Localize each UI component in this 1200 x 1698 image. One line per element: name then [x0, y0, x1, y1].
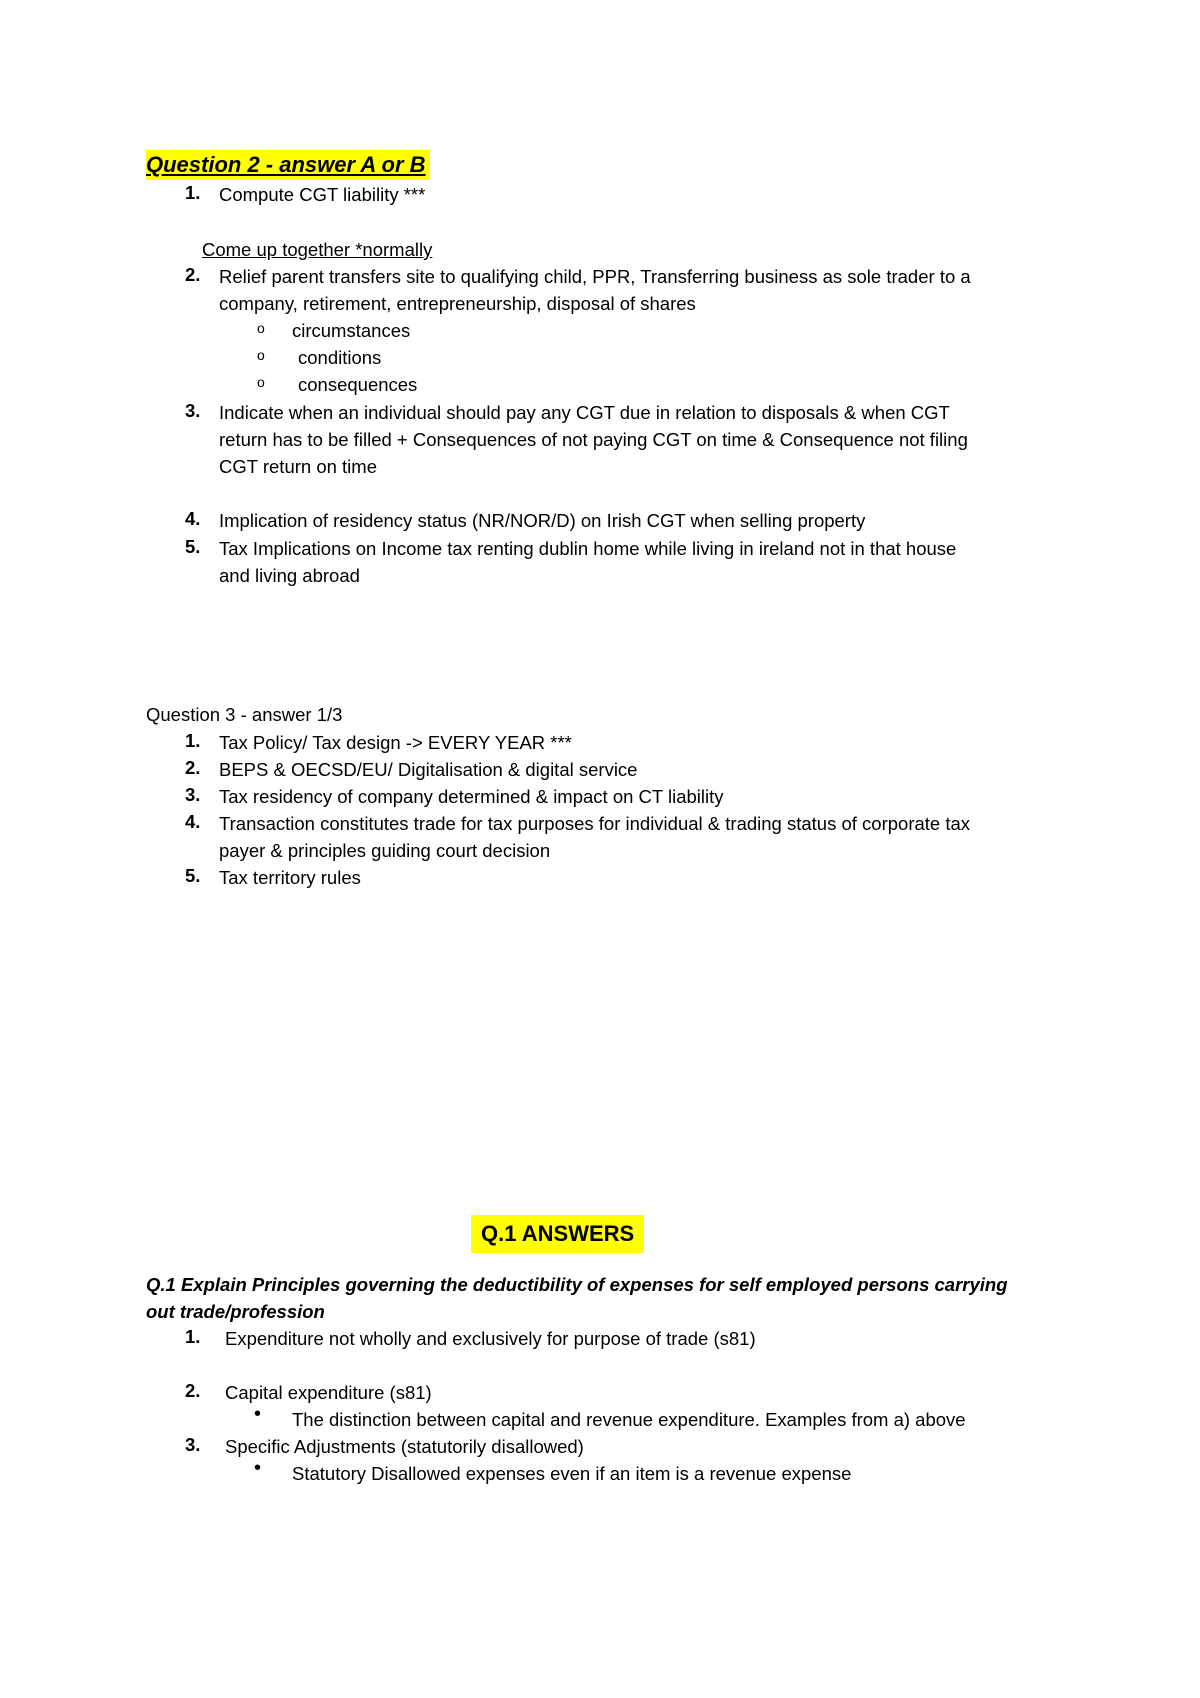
list-item: Tax territory rules: [219, 867, 361, 888]
question-2-heading: Question 2 - answer A or B: [146, 150, 430, 180]
list-item-continued: CGT return on time: [219, 456, 377, 477]
list-number: 3.: [185, 784, 201, 805]
sub-list-item: The distinction between capital and revenue expenditure. Examples from a) above: [292, 1409, 966, 1430]
list-number: 1.: [185, 730, 201, 751]
list-item: BEPS & OECSD/EU/ Digitalisation & digital service: [219, 759, 638, 780]
list-item: Implication of residency status (NR/NOR/D) on Irish CGT when selling property: [219, 510, 866, 531]
subheading: Come up together *normally: [202, 239, 433, 260]
bullet-dot-icon: •: [254, 1403, 262, 1425]
list-item: Capital expenditure (s81): [225, 1382, 432, 1403]
list-item: Tax Policy/ Tax design -> EVERY YEAR ***: [219, 732, 572, 753]
list-item-continued: company, retirement, entrepreneurship, disposal of shares: [219, 293, 696, 314]
list-item: Tax residency of company determined & impact on CT liability: [219, 786, 724, 807]
list-item: Compute CGT liability ***: [219, 184, 426, 205]
list-item: Specific Adjustments (statutorily disallowed): [225, 1436, 584, 1457]
circle-bullet-icon: o: [257, 347, 265, 363]
list-number: 3.: [185, 1434, 201, 1455]
q1-question-text: Q.1 Explain Principles governing the deductibility of expenses for self employed persons carrying: [146, 1274, 1008, 1295]
list-item: Expenditure not wholly and exclusively for purpose of trade (s81): [225, 1328, 756, 1349]
list-number: 4.: [185, 811, 201, 832]
question-3-heading: Question 3 - answer 1/3: [146, 704, 343, 725]
sub-list-item: Statutory Disallowed expenses even if an item is a revenue expense: [292, 1463, 852, 1484]
list-item: Tax Implications on Income tax renting dublin home while living in ireland not in that house: [219, 538, 957, 559]
sub-list-item: consequences: [298, 374, 418, 395]
list-item: Indicate when an individual should pay any CGT due in relation to disposals & when CGT: [219, 402, 950, 423]
list-item: Relief parent transfers site to qualifying child, PPR, Transferring business as sole trader to a: [219, 266, 971, 287]
bullet-dot-icon: •: [254, 1457, 262, 1479]
list-number: 3.: [185, 400, 201, 421]
list-number: 2.: [185, 264, 201, 285]
circle-bullet-icon: o: [257, 320, 265, 336]
list-number: 2.: [185, 1380, 201, 1401]
list-item: Transaction constitutes trade for tax purposes for individual & trading status of corporate tax: [219, 813, 971, 834]
list-number: 1.: [185, 1326, 201, 1347]
sub-list-item: conditions: [298, 347, 382, 368]
list-item-continued: payer & principles guiding court decision: [219, 840, 551, 861]
list-item-continued: and living abroad: [219, 565, 360, 586]
q1-question-text-continued: out trade/profession: [146, 1301, 325, 1322]
circle-bullet-icon: o: [257, 374, 265, 390]
q1-answers-heading: Q.1 ANSWERS: [471, 1215, 644, 1253]
list-number: 4.: [185, 508, 201, 529]
list-number: 1.: [185, 182, 201, 203]
list-number: 2.: [185, 757, 201, 778]
list-number: 5.: [185, 536, 201, 557]
list-number: 5.: [185, 865, 201, 886]
sub-list-item: circumstances: [292, 320, 411, 341]
list-item-continued: return has to be filled + Consequences of not paying CGT on time & Consequence not filing: [219, 429, 968, 450]
